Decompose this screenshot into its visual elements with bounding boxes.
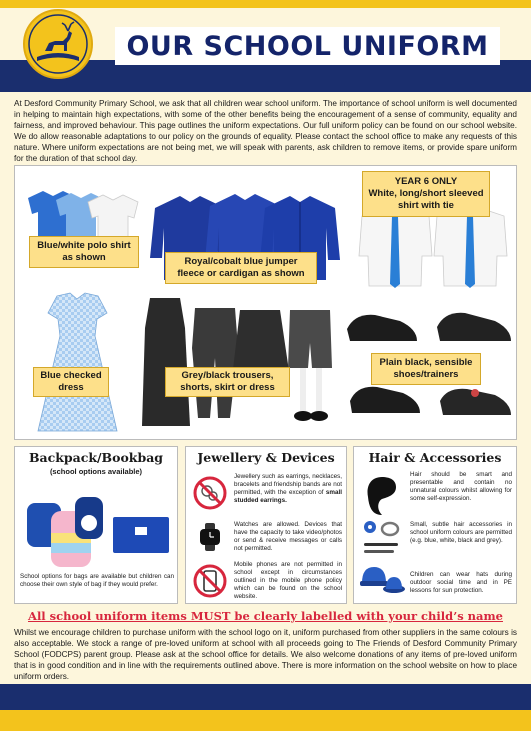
- year6-label: [362, 171, 490, 217]
- jewellery-section: [185, 446, 347, 604]
- watches-text: Watches are allowed. Devices that have the capacity to take video/photos or send & receive messages or calls not permitted.: [234, 521, 342, 552]
- shoes-label: Plain black, sensible shoes/trainers: [371, 353, 481, 385]
- checked-dress-image: [35, 291, 120, 436]
- uniform-panel: [14, 165, 517, 440]
- deer-emblem-icon: [27, 13, 89, 75]
- footer-navy-band: [0, 684, 531, 710]
- labelling-notice: All school uniform items MUST be clearly labelled with your child’s name: [28, 609, 503, 623]
- hats-icon: [358, 561, 406, 601]
- hair-title: Hair & Accessories: [368, 450, 502, 465]
- jewellery-text-main: Jewellery such as earrings, necklaces, bracelets and friendship bands are not permitted, with the exception of: [234, 473, 342, 496]
- backpack-section: [14, 446, 178, 604]
- hair-accessories-icon: [360, 517, 404, 557]
- year6-detail: White, long/short sleeved shirt with tie: [368, 188, 484, 211]
- phones-text: Mobile phones are not permitted in school except in circumstances outlined in the mobile phone policy which can be found on the school website.: [234, 561, 342, 600]
- hats-text: Children can wear hats during outdoor social time and in PE lessons for sun protection.: [410, 571, 512, 594]
- intro-paragraph: At Desford Community Primary School, we ask that all children wear school uniform. The importance of school uniform is well documented in helping to maintain high expectations, with some of the other benefits being the encouragement of a sense of community, equality and fairness, and improved behaviour. This page outlines the uniform expectations. Our full uniform policy can be found on our school website. We do allow reasonable adaptations to our policy on the grounds of equality. Please contact the school office to make any requests of this nature. Where uniform expectations are not being met, we will speak with parents, ask children to remove items, or provide spare uniform for the duration of that school day.: [14, 99, 517, 163]
- trousers-label: Grey/black trousers, shorts, skirt or dress: [165, 367, 290, 397]
- jewellery-text: [234, 473, 342, 505]
- smartwatch-icon: [194, 521, 226, 553]
- outro-paragraph: Whilst we encourage children to purchase uniform with the school logo on it, uniform purchased from other suppliers in the same colours is also acceptable. We stock a range of pre-loved uniform at school with all proceeds going to The Friends of Desford Community Primary School (FODCPS) parent group. Please ask at the school office for details. We also welcome donations of any items of pre-loved uniform that is in good condition and in line with the requirements outlined above. There is more information on the school website on how to place uniform orders.: [14, 628, 517, 681]
- backpacks-image: [23, 481, 171, 569]
- header-gold-stripe: [0, 0, 531, 8]
- backpack-subtitle: (school options available): [49, 467, 143, 476]
- hair-text: Hair should be smart and presentable and contain no unnatural colours whilst allowing for some self-expression.: [410, 471, 512, 502]
- hair-section: [353, 446, 517, 604]
- no-jewellery-icon: [192, 475, 228, 511]
- jumper-label: Royal/cobalt blue jumper fleece or cardigan as shown: [165, 252, 317, 284]
- year6-shirts-image: [357, 206, 512, 291]
- no-phone-icon: [192, 563, 228, 599]
- school-crest-logo: [23, 9, 93, 79]
- hair-accessories-text: Small, subtle hair accessories in school uniform colours are permitted (e.g. blue, white, black and grey).: [410, 521, 512, 544]
- dress-label: Blue checked dress: [33, 367, 109, 397]
- page-title-box: [115, 27, 500, 65]
- footer-gold-band: [0, 710, 531, 731]
- trousers-skirt-image: [140, 288, 340, 428]
- polo-label: Blue/white polo shirt as shown: [29, 236, 139, 268]
- jewellery-text-exception: small studded earrings.: [234, 489, 343, 504]
- year6-heading: YEAR 6 ONLY: [394, 176, 458, 187]
- jewellery-title: Jewellery & Devices: [197, 450, 335, 465]
- hair-silhouette-icon: [362, 475, 402, 517]
- backpack-title: Backpack/Bookbag: [28, 450, 164, 465]
- page-title: OUR SCHOOL UNIFORM: [126, 30, 489, 62]
- backpack-text: School options for bags are available but children can choose their own style of bag if they would prefer.: [20, 573, 174, 588]
